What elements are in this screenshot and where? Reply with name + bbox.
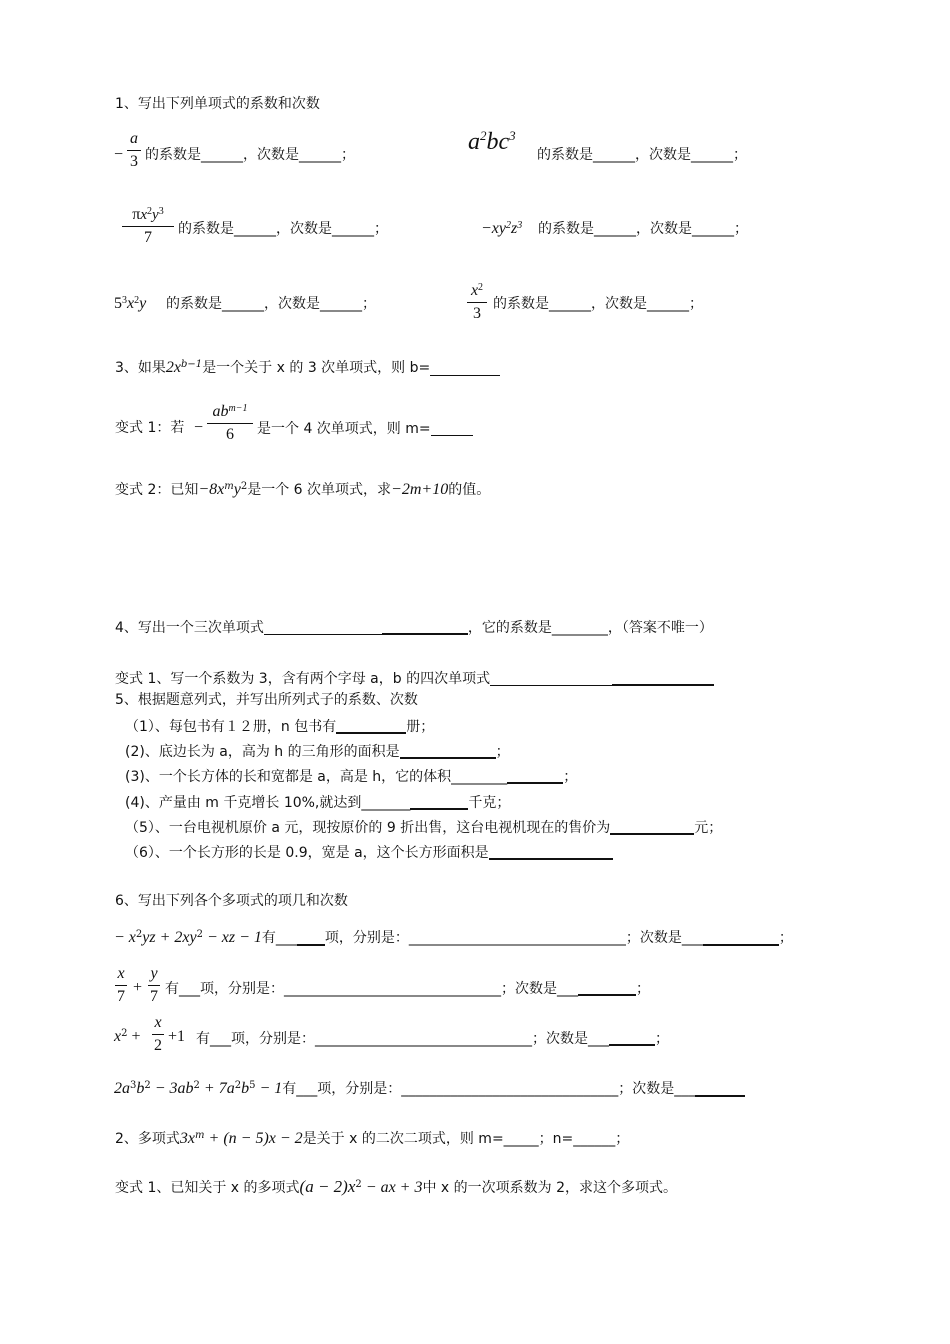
m1-sign: − [114, 146, 124, 163]
q6-p2-frac1: x 7 [117, 965, 125, 1005]
q5-i4-blank[interactable] [410, 794, 468, 810]
q6-p3-degree-blank[interactable] [609, 1030, 655, 1046]
q6-p4-degree-blank[interactable] [695, 1081, 745, 1097]
m6-blanks: 的系数是______，次数是______； [493, 296, 703, 312]
q6-p3-expr: $x^2$ + [114, 1028, 141, 1045]
q6-p3-tail: 有___项，分别是：_______________________________；次数是___ ； [196, 1031, 669, 1047]
q5-item5: （5）、一台电视机原价 a 元，现按原价的 9 折出售，这台电视机现在的售价为 元； [125, 820, 723, 836]
q5-i5-blank[interactable] [610, 819, 694, 835]
q5-item4: (4)、产量由 m 千克增长 10%,就达到_______ 千克； [125, 795, 511, 811]
q5-title: 5、根据题意列式，并写出所列式子的系数、次数 [115, 692, 418, 708]
q5-item6: （6）、一个长方形的长是 0.9，宽是 a，这个长方形面积是 [125, 844, 613, 860]
q4-v1-blank-2[interactable] [612, 670, 714, 686]
q6-p1-terms-blank[interactable] [297, 930, 325, 946]
q6-p2-plus: + [133, 979, 143, 996]
q4-v1-blank[interactable] [490, 671, 612, 686]
q6-p1-line: − $x^2yz + 2xy^2$ − xz − 1有___ 项，分别是：_______________________________；次数是___ ； [114, 929, 793, 946]
q5-i1-blank[interactable] [336, 718, 406, 734]
q6-p3-rest: +1 [168, 1028, 186, 1045]
q5-item3: (3)、一个长方体的长和宽都是 a，高是 h，它的体积________ ； [125, 769, 578, 785]
m5-blanks: 的系数是______，次数是______； [166, 296, 376, 312]
q3-v1-sign: − [194, 419, 204, 436]
q5-i3-blank[interactable] [507, 768, 563, 784]
m4-expression: $-xy^2z^3$ [481, 220, 523, 237]
q6-p1-degree-blank[interactable] [703, 930, 779, 946]
m6-fraction: $x^2$ 3 [467, 283, 487, 322]
q4-monomial-blank[interactable] [264, 620, 382, 635]
m1-fraction: a 3 [127, 131, 141, 170]
q6-p4-line: $2a^3b^2 - 3ab^2 + 7a^2b^5 - 1$有___项，分别是：_______________________________；次数是___ [114, 1081, 745, 1097]
q1-title: 1、写出下列单项式的系数和次数 [115, 96, 320, 112]
m3-blanks: 的系数是______，次数是______； [178, 221, 388, 237]
q3-answer-blank[interactable] [430, 361, 500, 376]
q3-line: 3、如果$2x^{b-1}$是一个关于 x 的 3 次单项式，则 b= [115, 360, 500, 376]
q3-variant2-line: 变式 2：已知$-8x^my^2$是一个 6 次单项式，求−2m+10的值。 [115, 481, 491, 498]
q6-title: 6、写出下列各个多项式的项几和次数 [115, 893, 348, 909]
q5-i2-blank[interactable] [400, 743, 496, 759]
m3-fraction: $\pi x^2y^3$ 7 [122, 207, 174, 246]
m2-expression: $a^2bc^3$ [468, 128, 516, 155]
q2-line: 2、多项式$3x^m + (n - 5)x - 2$是关于 x 的二次二项式，则 m=_____；n=______； [115, 1130, 630, 1147]
q3-v1-tail: 是一个 4 次单项式，则 m= [257, 421, 473, 436]
m5-expression: $5^3x^2y$ [114, 295, 147, 312]
q3-variant1-line: 变式 1：若 [115, 420, 185, 436]
q5-item2: (2)、底边长为 a，高为 h 的三角形的面积是 ； [125, 744, 510, 760]
q2-variant1-line: 变式 1、已知关于 x 的多项式$(a - 2)x^2$ − ax + 3中 x 的一次项系数为 2，求这个多项式。 [115, 1177, 678, 1196]
m2-blanks: 的系数是______，次数是______； [537, 147, 747, 163]
q4-line: 4、写出一个三次单项式 ，它的系数是________，（答案不唯一） [115, 620, 713, 636]
q5-i6-blank[interactable] [489, 844, 613, 860]
q6-p2-degree-blank[interactable] [578, 980, 636, 996]
m1-blanks: 的系数是______，次数是______； [145, 147, 355, 163]
q6-p2-tail: 有___项，分别是：_______________________________；次数是___ ； [165, 981, 650, 997]
q3-v1-answer-blank[interactable] [431, 421, 473, 436]
m4-blanks: 的系数是______，次数是______； [538, 221, 748, 237]
q4-variant1-line: 变式 1、写一个系数为 3，含有两个字母 a，b 的四次单项式 [115, 670, 714, 686]
q4-monomial-blank-2[interactable] [382, 619, 468, 635]
q6-p3-frac: x 2 [154, 1014, 162, 1054]
q5-item1: （1）、每包书有１２册，n 包书有 册； [125, 719, 435, 735]
q6-p2-frac2: y 7 [150, 965, 158, 1005]
q3-v1-fraction: $ab^{m-1}$ 6 [207, 404, 253, 443]
